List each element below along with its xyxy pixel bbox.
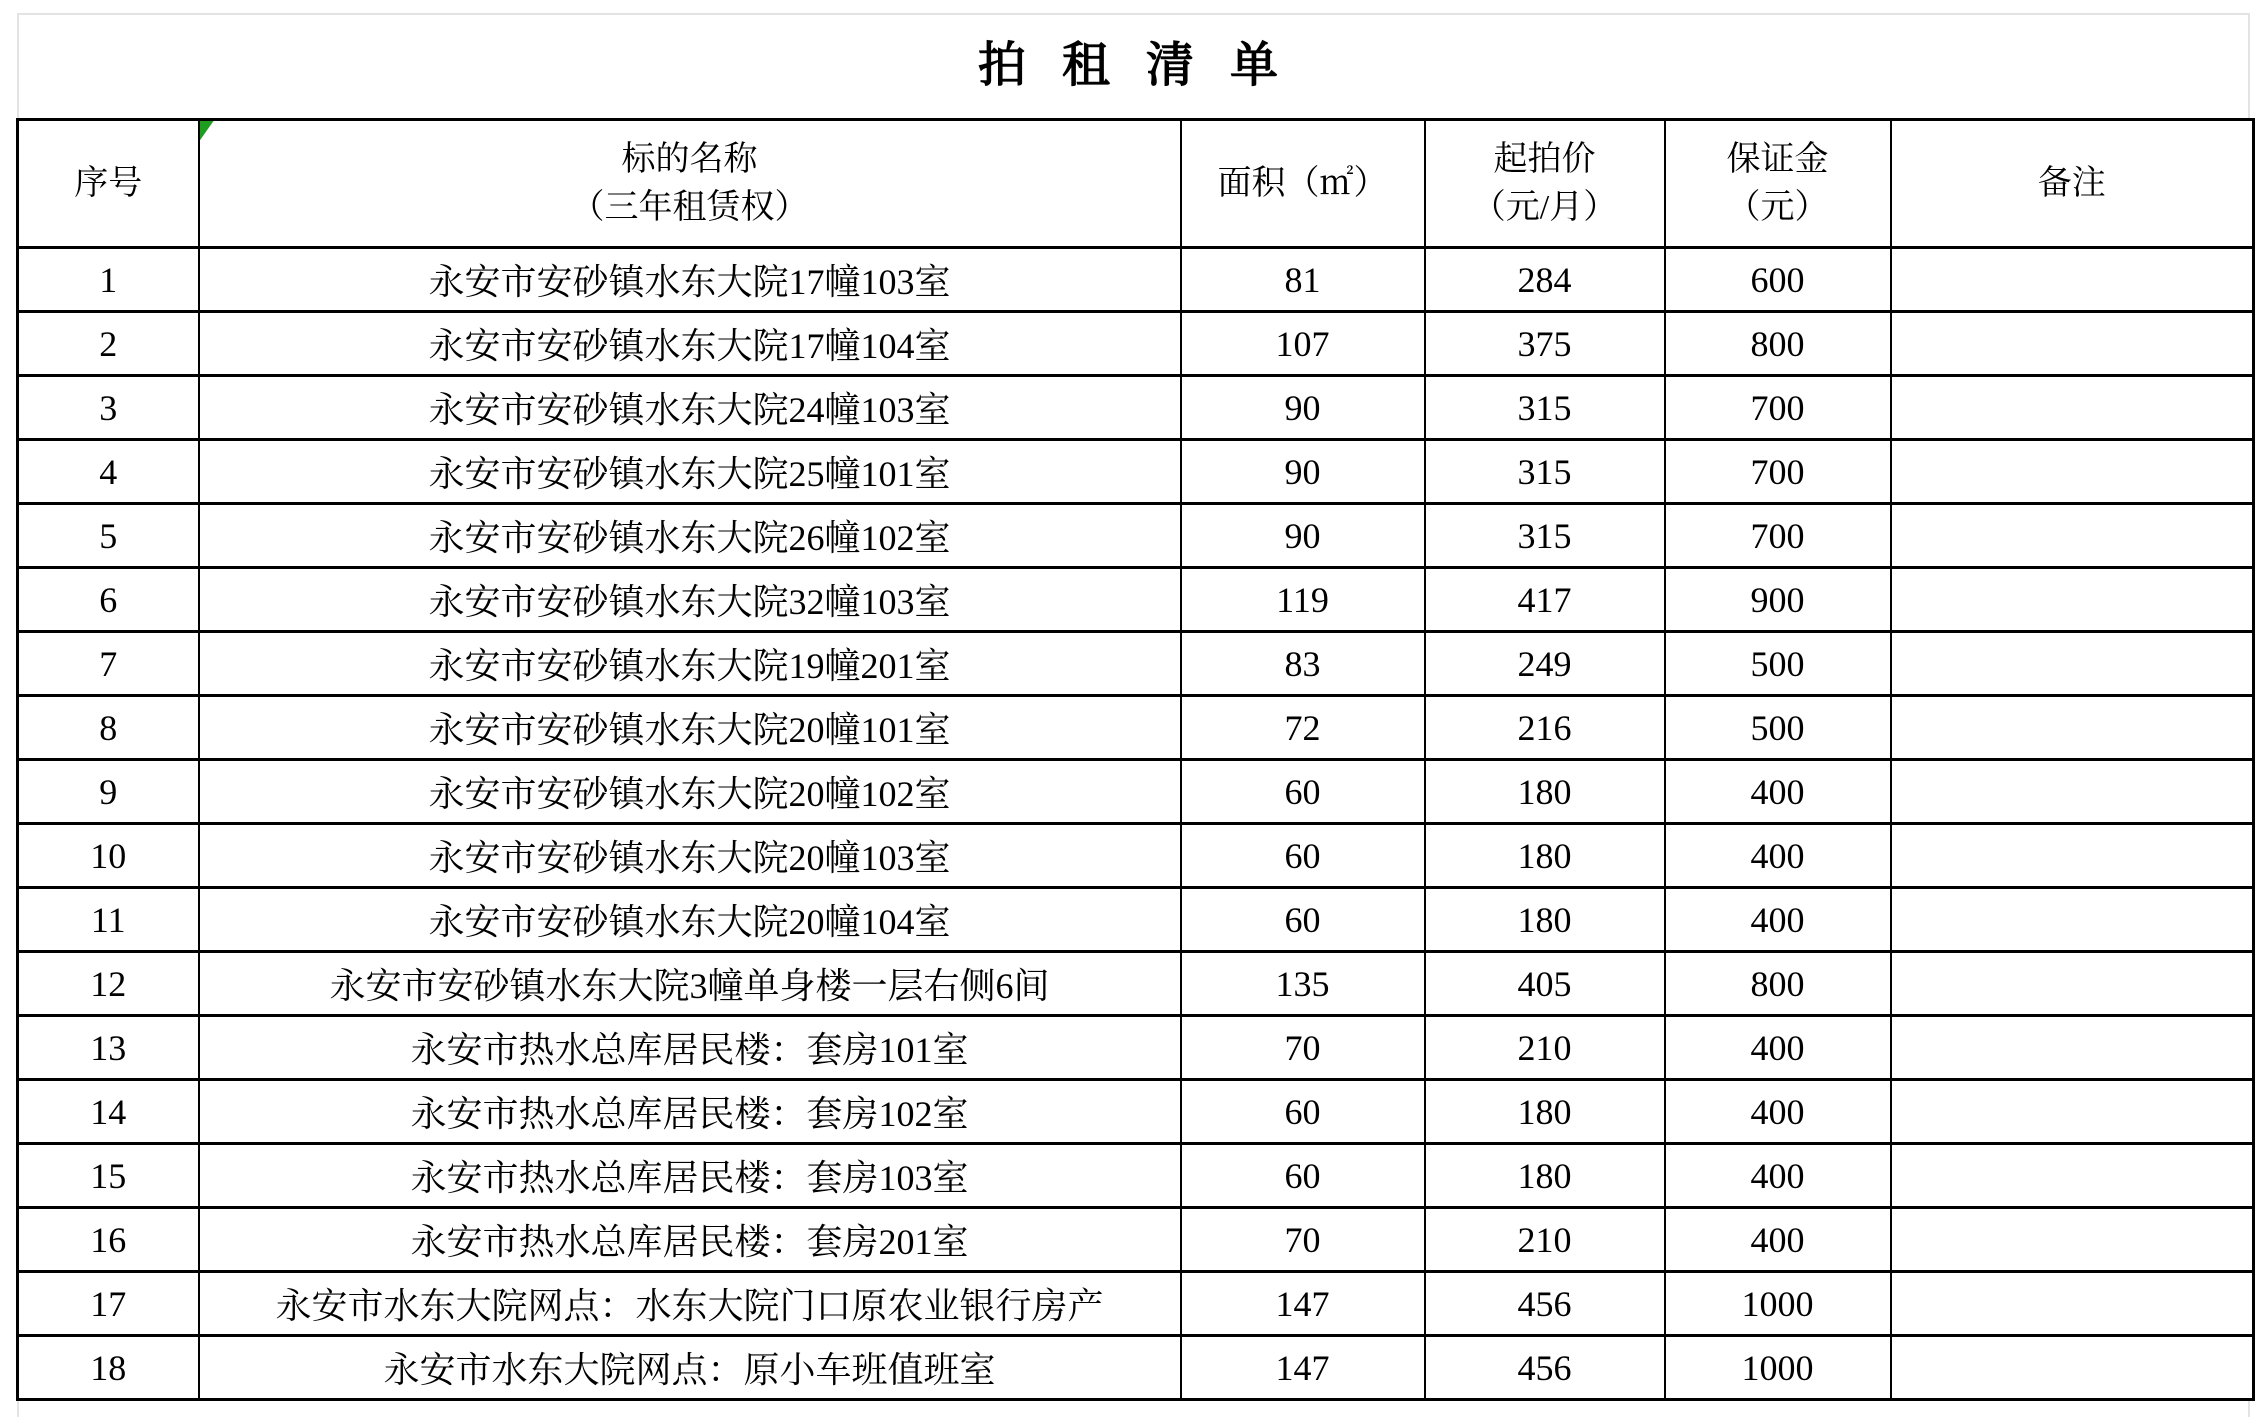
remark-cell (1891, 824, 2254, 888)
name-cell: 永安市安砂镇水东大院20幢103室 (199, 824, 1181, 888)
remark-cell (1891, 568, 2254, 632)
deposit-cell: 400 (1665, 760, 1891, 824)
price-cell: 180 (1425, 824, 1665, 888)
header-area (1181, 120, 1425, 248)
name-cell: 永安市安砂镇水东大院17幢103室 (199, 248, 1181, 312)
table-row (18, 568, 2254, 632)
page-title: 拍 租 清 单 (977, 39, 1290, 92)
remark-cell (1891, 1080, 2254, 1144)
table-row (18, 248, 2254, 312)
remark-cell (1891, 1336, 2254, 1400)
header-deposit-line1: 保证金 (1726, 140, 1829, 178)
area-cell: 90 (1181, 504, 1425, 568)
remark-cell (1891, 952, 2254, 1016)
index-cell: 5 (18, 504, 199, 568)
table-row (18, 952, 2254, 1016)
table-row (18, 696, 2254, 760)
header-price-line2: （元/月） (1471, 188, 1618, 226)
table-row (18, 1016, 2254, 1080)
area-cell: 60 (1181, 1144, 1425, 1208)
remark-cell (1891, 376, 2254, 440)
remark-cell (1891, 1272, 2254, 1336)
table-row (18, 1336, 2254, 1400)
index-cell: 1 (18, 248, 199, 312)
remark-cell (1891, 632, 2254, 696)
remark-cell (1891, 1144, 2254, 1208)
header-index-label: 序号 (74, 164, 143, 202)
remark-cell (1891, 440, 2254, 504)
price-cell: 284 (1425, 248, 1665, 312)
name-cell: 永安市安砂镇水东大院20幢104室 (199, 888, 1181, 952)
index-cell: 11 (18, 888, 199, 952)
area-cell: 135 (1181, 952, 1425, 1016)
index-cell: 15 (18, 1144, 199, 1208)
index-cell: 13 (18, 1016, 199, 1080)
index-cell: 6 (18, 568, 199, 632)
table-row (18, 504, 2254, 568)
index-cell: 4 (18, 440, 199, 504)
index-cell: 17 (18, 1272, 199, 1336)
header-remark-label: 备注 (2037, 164, 2106, 202)
deposit-cell: 400 (1665, 1208, 1891, 1272)
table-row (18, 312, 2254, 376)
deposit-cell: 500 (1665, 696, 1891, 760)
header-area-label: 面积（㎡） (1217, 164, 1388, 202)
remark-cell (1891, 312, 2254, 376)
header-remark (1891, 120, 2254, 248)
rent-list-table (16, 118, 2255, 1401)
deposit-cell: 600 (1665, 248, 1891, 312)
price-cell: 405 (1425, 952, 1665, 1016)
index-cell: 7 (18, 632, 199, 696)
table-row (18, 1272, 2254, 1336)
price-cell: 180 (1425, 1080, 1665, 1144)
table-row (18, 1144, 2254, 1208)
area-cell: 107 (1181, 312, 1425, 376)
name-cell: 永安市安砂镇水东大院17幢104室 (199, 312, 1181, 376)
price-cell: 180 (1425, 760, 1665, 824)
name-cell: 永安市安砂镇水东大院25幢101室 (199, 440, 1181, 504)
header-deposit (1665, 120, 1891, 248)
deposit-cell: 400 (1665, 1080, 1891, 1144)
deposit-cell: 400 (1665, 824, 1891, 888)
area-cell: 72 (1181, 696, 1425, 760)
table-row (18, 376, 2254, 440)
table-row (18, 632, 2254, 696)
price-cell: 375 (1425, 312, 1665, 376)
price-cell: 315 (1425, 440, 1665, 504)
name-cell: 永安市水东大院网点：原小车班值班室 (199, 1336, 1181, 1400)
remark-cell (1891, 760, 2254, 824)
deposit-cell: 500 (1665, 632, 1891, 696)
deposit-cell: 900 (1665, 568, 1891, 632)
index-cell: 2 (18, 312, 199, 376)
area-cell: 83 (1181, 632, 1425, 696)
header-price-line1: 起拍价 (1493, 140, 1596, 178)
deposit-cell: 700 (1665, 504, 1891, 568)
area-cell: 90 (1181, 440, 1425, 504)
price-cell: 456 (1425, 1336, 1665, 1400)
name-cell: 永安市安砂镇水东大院26幢102室 (199, 504, 1181, 568)
deposit-cell: 700 (1665, 376, 1891, 440)
deposit-cell: 1000 (1665, 1272, 1891, 1336)
name-cell: 永安市热水总库居民楼：套房103室 (199, 1144, 1181, 1208)
name-cell: 永安市热水总库居民楼：套房201室 (199, 1208, 1181, 1272)
table-row (18, 760, 2254, 824)
price-cell: 417 (1425, 568, 1665, 632)
area-cell: 90 (1181, 376, 1425, 440)
deposit-cell: 800 (1665, 312, 1891, 376)
deposit-cell: 400 (1665, 1144, 1891, 1208)
price-cell: 180 (1425, 888, 1665, 952)
remark-cell (1891, 1208, 2254, 1272)
price-cell: 216 (1425, 696, 1665, 760)
area-cell: 147 (1181, 1336, 1425, 1400)
price-cell: 180 (1425, 1144, 1665, 1208)
remark-cell (1891, 888, 2254, 952)
table-row (18, 888, 2254, 952)
deposit-cell: 700 (1665, 440, 1891, 504)
area-cell: 81 (1181, 248, 1425, 312)
index-cell: 10 (18, 824, 199, 888)
remark-cell (1891, 1016, 2254, 1080)
table-header-row (18, 120, 2254, 248)
area-cell: 60 (1181, 760, 1425, 824)
deposit-cell: 400 (1665, 888, 1891, 952)
name-cell: 永安市热水总库居民楼：套房102室 (199, 1080, 1181, 1144)
name-cell: 永安市安砂镇水东大院19幢201室 (199, 632, 1181, 696)
area-cell: 70 (1181, 1016, 1425, 1080)
area-cell: 60 (1181, 1080, 1425, 1144)
price-cell: 456 (1425, 1272, 1665, 1336)
table-row (18, 1208, 2254, 1272)
table-body (18, 248, 2254, 1400)
header-deposit-line2: （元） (1726, 188, 1829, 226)
index-cell: 3 (18, 376, 199, 440)
price-cell: 210 (1425, 1208, 1665, 1272)
header-name (199, 120, 1181, 248)
name-cell: 永安市安砂镇水东大院3幢单身楼一层右侧6间 (199, 952, 1181, 1016)
remark-cell (1891, 248, 2254, 312)
area-cell: 147 (1181, 1272, 1425, 1336)
price-cell: 315 (1425, 376, 1665, 440)
remark-cell (1891, 696, 2254, 760)
name-cell: 永安市安砂镇水东大院32幢103室 (199, 568, 1181, 632)
name-cell: 永安市安砂镇水东大院20幢101室 (199, 696, 1181, 760)
price-cell: 315 (1425, 504, 1665, 568)
name-cell: 永安市水东大院网点：水东大院门口原农业银行房产 (199, 1272, 1181, 1336)
area-cell: 60 (1181, 824, 1425, 888)
index-cell: 16 (18, 1208, 199, 1272)
header-name-line1: 标的名称 (621, 140, 758, 178)
area-cell: 60 (1181, 888, 1425, 952)
area-cell: 119 (1181, 568, 1425, 632)
index-cell: 8 (18, 696, 199, 760)
price-cell: 210 (1425, 1016, 1665, 1080)
deposit-cell: 400 (1665, 1016, 1891, 1080)
header-name-line2: （三年租赁权） (570, 188, 809, 226)
table-row (18, 824, 2254, 888)
remark-cell (1891, 504, 2254, 568)
index-cell: 14 (18, 1080, 199, 1144)
index-cell: 18 (18, 1336, 199, 1400)
area-cell: 70 (1181, 1208, 1425, 1272)
name-cell: 永安市安砂镇水东大院24幢103室 (199, 376, 1181, 440)
name-cell: 永安市热水总库居民楼：套房101室 (199, 1016, 1181, 1080)
deposit-cell: 1000 (1665, 1336, 1891, 1400)
name-cell: 永安市安砂镇水东大院20幢102室 (199, 760, 1181, 824)
index-cell: 12 (18, 952, 199, 1016)
price-cell: 249 (1425, 632, 1665, 696)
deposit-cell: 800 (1665, 952, 1891, 1016)
index-cell: 9 (18, 760, 199, 824)
header-price (1425, 120, 1665, 248)
table-row (18, 1080, 2254, 1144)
table-row (18, 440, 2254, 504)
header-index (18, 120, 199, 248)
